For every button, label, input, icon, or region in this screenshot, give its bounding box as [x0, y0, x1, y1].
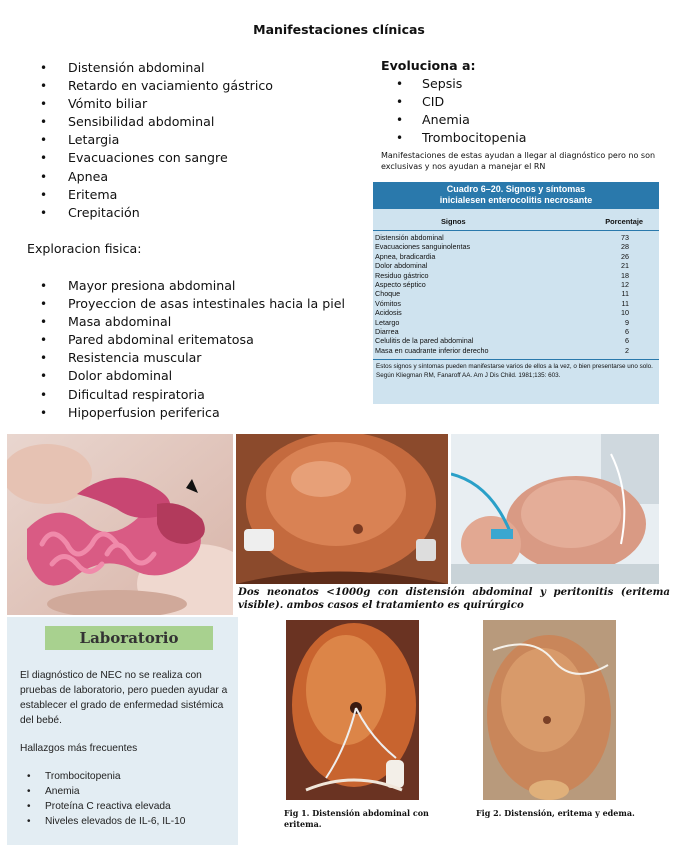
table-cell: Dolor abdominal — [375, 261, 428, 271]
list-item: • Proyeccion de asas intestinales hacia la piel — [40, 295, 345, 313]
list-item: • Hipoperfusion periferica — [40, 404, 345, 422]
table-footnote: Estos signos y síntomas pueden manifestarse varios de ellos a la vez, o bien presentarse uno solo. Según Kliegman RM, Fanaroff AA. Am J Dis Child. 1981;135: 603. — [373, 359, 659, 380]
table-cell: Distensión abdominal — [375, 233, 444, 242]
table-cell: Letargo — [375, 317, 400, 327]
table-cell: Diarrea — [375, 327, 399, 337]
table-row — [373, 318, 659, 327]
laboratorio-text: El diagnóstico de NEC no se realiza con pruebas de laboratorio, pero pueden ayudar a establecer el grado de enfermedad sistémica del bebé. — [20, 670, 228, 726]
list-item: • Evacuaciones con sangre — [40, 149, 273, 167]
list-item: • CID — [396, 93, 526, 111]
list-item: • Eritema — [40, 186, 273, 204]
list-item: • Trombocitopenia — [27, 769, 185, 784]
list-item: • Letargia — [40, 131, 273, 149]
laboratorio-list — [27, 769, 185, 829]
table-cell: Evacuaciones sanguinolentas — [375, 242, 471, 252]
table-cell: 10 — [621, 308, 629, 318]
table-cell: 18 — [621, 270, 629, 280]
table-row — [373, 336, 659, 345]
table-title — [373, 182, 659, 209]
table-cell: 9 — [625, 317, 629, 327]
list-item: • Sensibilidad abdominal — [40, 113, 273, 131]
table-cell: 2 — [625, 345, 629, 355]
table-cell: 6 — [625, 327, 629, 337]
table-row — [373, 271, 659, 280]
list-item: • Anemia — [396, 111, 526, 129]
table-title-line: inicialesen enterocolitis necrosante — [439, 195, 593, 205]
list-item: • Anemia — [27, 784, 185, 799]
list-item: • Proteína C reactiva elevada — [27, 799, 185, 814]
fig2-caption: Fig 2. Distensión, eritema y edema. — [476, 808, 635, 818]
list-item: • Niveles elevados de IL-6, IL-10 — [27, 814, 185, 829]
table-cell: 12 — [621, 280, 629, 290]
table-row — [373, 327, 659, 336]
table-title-line: Cuadro 6–20. Signos y síntomas — [446, 184, 586, 194]
neonate-photo — [451, 434, 659, 584]
list-item: • Pared abdominal eritematosa — [40, 331, 345, 349]
table-cell: 11 — [621, 298, 629, 308]
table-cell: 11 — [621, 289, 629, 299]
list-item: • Vómito biliar — [40, 95, 273, 113]
list-item: • Apnea — [40, 168, 273, 186]
laboratorio-title: Laboratorio — [45, 626, 213, 650]
list-item: • Masa abdominal — [40, 313, 345, 331]
table-row — [373, 289, 659, 298]
table-cell: 6 — [625, 336, 629, 346]
table-row — [373, 346, 659, 355]
table-cell: 28 — [621, 242, 629, 252]
exploracion-list — [40, 277, 345, 422]
page-title: Manifestaciones clínicas — [253, 22, 425, 37]
table-divider — [373, 230, 659, 231]
list-item: • Resistencia muscular — [40, 349, 345, 367]
list-item: • Dificultad respiratoria — [40, 386, 345, 404]
table-row — [373, 261, 659, 270]
exploracion-heading: Exploracion fisica: — [27, 241, 142, 256]
table-cell: Acidosis — [375, 308, 402, 318]
list-item: • Dolor abdominal — [40, 367, 345, 385]
column-header-signos: Signos — [441, 217, 466, 226]
table-cell: Aspecto séptico — [375, 280, 426, 290]
table-cell: Choque — [375, 289, 401, 299]
table-header — [373, 209, 659, 226]
table-row — [373, 233, 659, 242]
table-row — [373, 252, 659, 261]
table-cell: 21 — [621, 261, 629, 271]
intestine-photo — [7, 434, 233, 615]
laboratorio-panel — [7, 617, 238, 845]
table-cell: 26 — [621, 251, 629, 261]
evoluciona-heading: Evoluciona a: — [381, 58, 476, 73]
table-cell: Apnea, bradicardia — [375, 251, 436, 261]
fig1-caption: Fig 1. Distensión abdominal con eritema. — [284, 808, 429, 829]
fig1-photo — [286, 620, 419, 800]
table-cell: Celulitis de la pared abdominal — [375, 336, 474, 346]
table-cell: Residuo gástrico — [375, 270, 429, 280]
list-item: • Retardo en vaciamiento gástrico — [40, 77, 273, 95]
table-row — [373, 308, 659, 317]
table-cell: Masa en cuadrante inferior derecho — [375, 345, 489, 355]
list-item: • Distensión abdominal — [40, 59, 273, 77]
manifestaciones-list — [40, 59, 273, 222]
table-row — [373, 242, 659, 251]
column-header-porcentaje: Porcentaje — [605, 217, 643, 226]
fig2-photo — [483, 620, 616, 800]
table-row — [373, 280, 659, 289]
evoluciona-note: Manifestaciones de estas ayudan a llegar al diagnóstico pero no son exclusivas y nos ayudan a manejar el RN — [381, 151, 656, 171]
list-item: • Crepitación — [40, 204, 273, 222]
neonatos-caption: Dos neonatos <1000g con distensión abdominal y peritonitis (eritema visible). ambos casos el tratamiento es quirúrgico — [238, 586, 670, 611]
neonate-photo — [236, 434, 448, 584]
table-body — [373, 233, 659, 355]
laboratorio-subtitle: Hallazgos más frecuentes — [20, 743, 138, 754]
list-item: • Mayor presiona abdominal — [40, 277, 345, 295]
evoluciona-list — [396, 75, 526, 147]
list-item: • Sepsis — [396, 75, 526, 93]
list-item: • Trombocitopenia — [396, 129, 526, 147]
table-cell: Vómitos — [375, 298, 401, 308]
signos-table — [373, 182, 659, 404]
table-row — [373, 299, 659, 308]
table-cell: 73 — [621, 233, 629, 242]
